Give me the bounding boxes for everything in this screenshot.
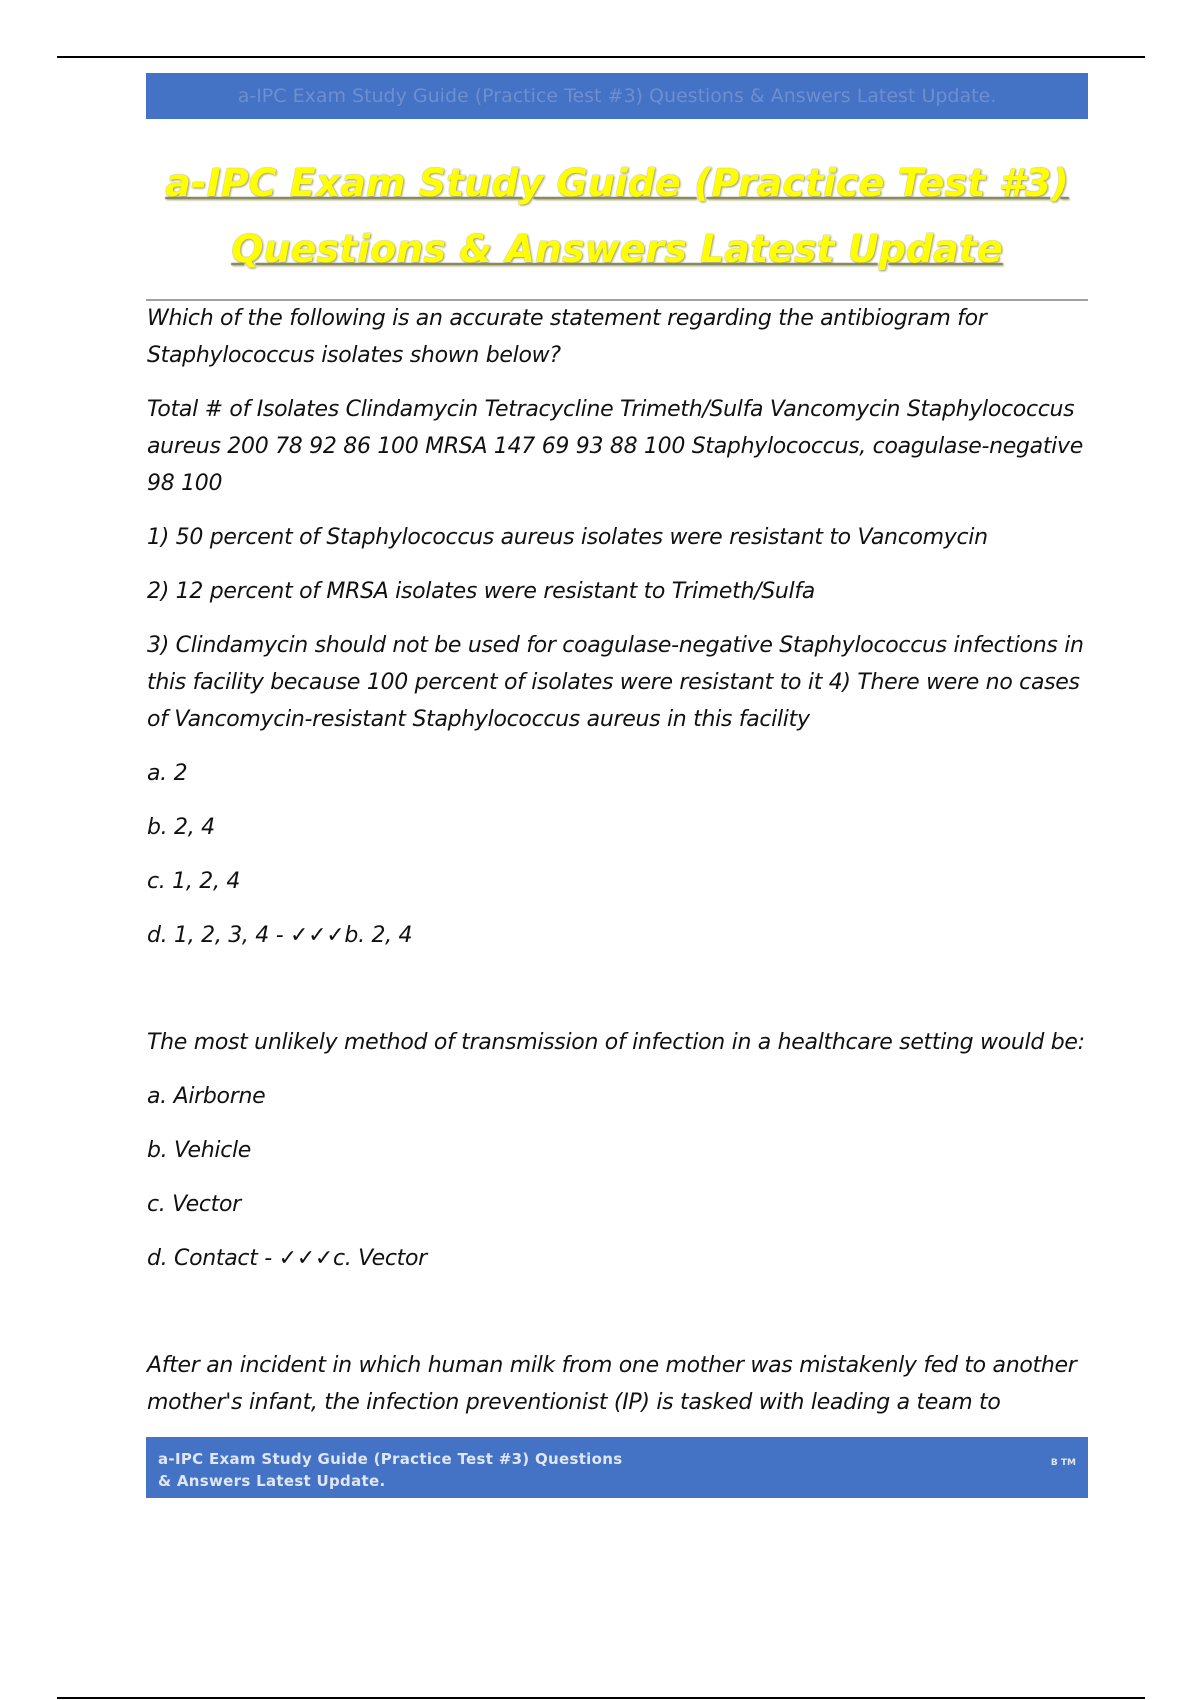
question-1-option-d-answer: d. 1, 2, 3, 4 - ✓✓✓b. 2, 4 [147, 923, 413, 948]
bottom-rule [57, 1697, 1145, 1699]
question-1-statement-2: 2) 12 percent of MRSA isolates were resistant to Trimeth/Sulfa [147, 579, 815, 604]
page-title-line-2: Questions & Answers Latest Update [231, 227, 1003, 271]
question-1-option-c: c. 1, 2, 4 [147, 869, 241, 894]
question-2-option-a: a. Airborne [147, 1084, 266, 1109]
question-1-option-a: a. 2 [147, 761, 188, 786]
question-2-option-d-answer: d. Contact - ✓✓✓c. Vector [147, 1246, 427, 1271]
header-banner-text: a-IPC Exam Study Guide (Practice Test #3) Questions & Answers Latest Update. [237, 85, 997, 107]
question-2-prompt: The most unlikely method of transmission of infection in a healthcare setting would be: [147, 1030, 1085, 1055]
footer-mark: B TM [1050, 1458, 1076, 1468]
question-2-option-c: c. Vector [147, 1192, 241, 1217]
header-banner [146, 73, 1088, 119]
top-rule [57, 56, 1145, 58]
document-body [147, 300, 1092, 1438]
question-1-prompt: Which of the following is an accurate statement regarding the antibiogram for Staphylococcus isolates shown below? [147, 306, 987, 368]
question-1-antibiogram-table-text: Total # of Isolates Clindamycin Tetracycline Trimeth/Sulfa Vancomycin Staphylococcus aureus 200 78 92 86 100 MRSA 147 69 93 88 100 Staphylococcus, coagulase-negative 98 100 [147, 397, 1083, 496]
question-1-option-b: b. 2, 4 [147, 815, 215, 840]
page-title [146, 150, 1088, 282]
footer-banner-text [158, 1448, 622, 1492]
spacer [147, 1294, 1092, 1347]
question-2-option-b: b. Vehicle [147, 1138, 252, 1163]
question-1-statement-3-4: 3) Clindamycin should not be used for coagulase-negative Staphylococcus infections in this facility because 100 percent of isolates were resistant to it 4) There were no cases of Vancomycin-resistant Staphylococcus aureus in this facility [147, 633, 1084, 732]
page-title-line-1: a-IPC Exam Study Guide (Practice Test #3) [165, 161, 1069, 205]
question-1-statement-1: 1) 50 percent of Staphylococcus aureus isolates were resistant to Vancomycin [147, 525, 988, 550]
footer-line-1: a-IPC Exam Study Guide (Practice Test #3) Questions [158, 1450, 623, 1468]
footer-banner [146, 1437, 1088, 1498]
question-3-prompt: After an incident in which human milk from one mother was mistakenly fed to another mother's infant, the infection preventionist (IP) is tasked with leading a team to [147, 1353, 1077, 1415]
spacer [147, 971, 1092, 1024]
footer-line-2: & Answers Latest Update. [158, 1472, 386, 1490]
